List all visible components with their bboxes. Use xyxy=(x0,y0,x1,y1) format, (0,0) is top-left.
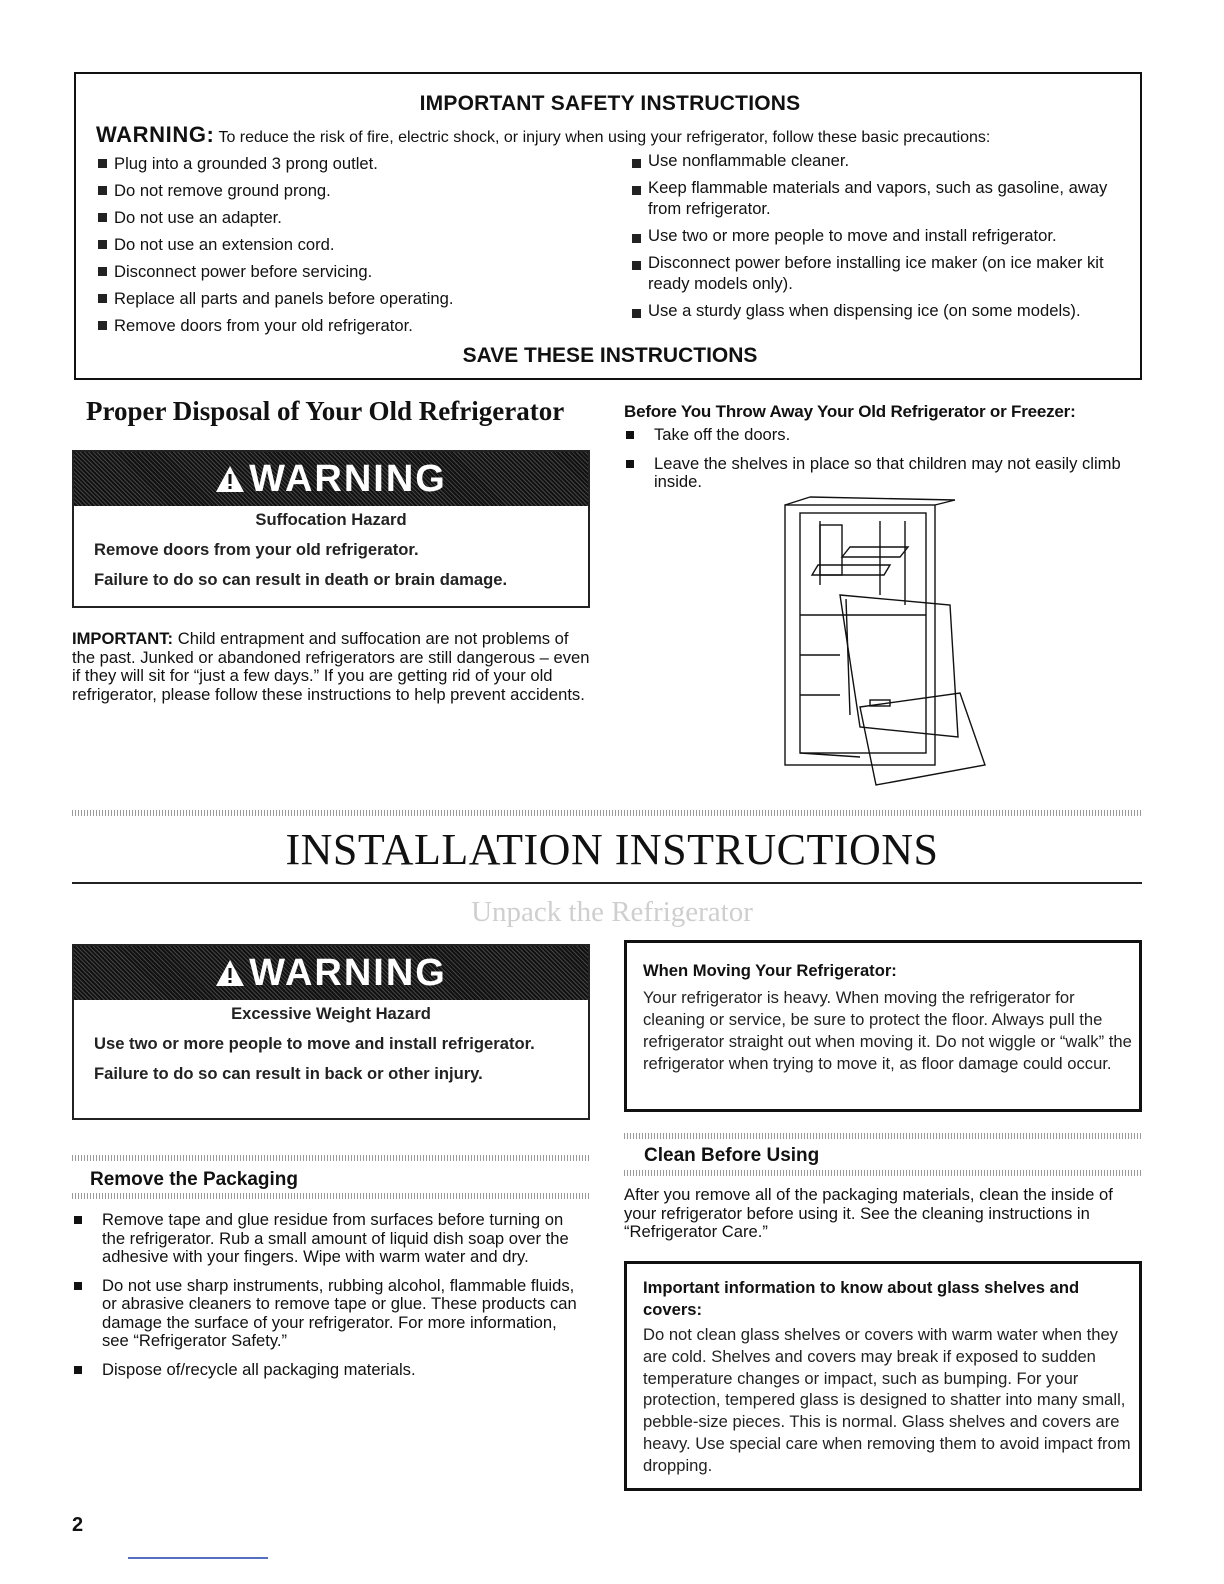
section-divider xyxy=(624,1133,1142,1139)
list-item: Plug into a grounded 3 prong outlet. xyxy=(96,150,616,177)
safety-instructions-box xyxy=(74,72,1142,380)
list-item: Dispose of/recycle all packaging materials. xyxy=(72,1361,582,1380)
warning-triangle-icon xyxy=(215,959,245,987)
warning-banner xyxy=(74,452,588,506)
section-divider xyxy=(624,1170,1142,1176)
list-item: Disconnect power before installing ice maker (on ice maker kit ready models only). xyxy=(630,252,1136,294)
glass-shelves-box xyxy=(624,1261,1142,1491)
list-item: Leave the shelves in place so that children may not easily climb inside. xyxy=(624,455,1124,492)
warning-banner-label: WARNING xyxy=(249,951,447,994)
list-item: Keep flammable materials and vapors, such as gasoline, away from refrigerator. xyxy=(630,177,1136,219)
unpack-subtitle: Unpack the Refrigerator xyxy=(471,896,753,928)
list-item: Do not use sharp instruments, rubbing alcohol, flammable fluids, or abrasive cleaners to remove tape or glue. These products can damage the surface of your refrigerator. For more information, see “Refrigerator Safety.” xyxy=(72,1277,582,1351)
list-item: Do not use an adapter. xyxy=(96,204,616,231)
list-item: Do not use an extension cord. xyxy=(96,231,616,258)
list-item: Use nonflammable cleaner. xyxy=(630,150,1136,171)
warning-instruction: Remove doors from your old refrigerator. xyxy=(94,540,419,559)
list-item: Remove doors from your old refrigerator. xyxy=(96,312,616,339)
clean-before-using-text: After you remove all of the packaging materials, clean the inside of your refrigerator before using it. See the cleaning instructions in “Refrigerator Care.” xyxy=(624,1185,1113,1241)
warning-consequence: Failure to do so can result in back or other injury. xyxy=(94,1064,483,1083)
safety-warning-line xyxy=(96,122,1136,148)
section-divider xyxy=(72,1193,590,1199)
warning-instruction: Use two or more people to move and install refrigerator. xyxy=(94,1034,535,1053)
clean-before-using-heading: Clean Before Using xyxy=(644,1145,820,1166)
warning-consequence: Failure to do so can result in death or brain damage. xyxy=(94,570,508,589)
list-item: Disconnect power before servicing. xyxy=(96,258,616,285)
disposal-title: Proper Disposal of Your Old Refrigerator xyxy=(86,396,565,426)
warning-label: WARNING: xyxy=(96,122,215,147)
glass-shelves-text: Do not clean glass shelves or covers with warm water when they are cold. Shelves and covers may break if exposed to sudden temperature changes or impact, such as bumping. For your protection, tempered glass is designed to shatter into many small, pebble-size pieces. This is normal. Glass shelves and covers are heavy. Use special care when removing them to avoid impact from dropping. xyxy=(643,1325,1131,1475)
moving-heading: When Moving Your Refrigerator: xyxy=(643,961,897,980)
warning-triangle-icon xyxy=(215,465,245,493)
refrigerator-doors-removed-illustration xyxy=(780,495,1000,795)
list-item: Take off the doors. xyxy=(624,426,1124,445)
list-item: Use two or more people to move and install refrigerator. xyxy=(630,225,1136,246)
suffocation-warning-box xyxy=(72,450,590,608)
installation-title: INSTALLATION INSTRUCTIONS xyxy=(285,825,939,874)
page-number: 2 xyxy=(72,1514,84,1536)
list-item: Do not remove ground prong. xyxy=(96,177,616,204)
important-label: IMPORTANT: xyxy=(72,629,174,648)
glass-shelves-heading: Important information to know about glass shelves and covers: xyxy=(643,1278,1080,1319)
before-throw-away-heading: Before You Throw Away Your Old Refrigerator or Freezer: xyxy=(624,402,1076,421)
section-divider xyxy=(72,810,1142,816)
safety-list-left xyxy=(96,150,616,339)
remove-packaging-list xyxy=(72,1211,582,1389)
list-item: Remove tape and glue residue from surfaces before turning on the refrigerator. Rub a small amount of liquid dish soap over the adhesive with your fingers. Wipe with warm water and dry. xyxy=(72,1211,582,1267)
warning-text: To reduce the risk of fire, electric shock, or injury when using your refrigerator, follow these basic precautions: xyxy=(218,129,991,146)
remove-packaging-heading: Remove the Packaging xyxy=(90,1169,299,1190)
important-text: Child entrapment and suffocation are not problems of the past. Junked or abandoned refrigerators are still dangerous – even if they will sit for “just a few days.” If you are getting rid of your old refrigerator, please follow these instructions to help prevent accidents. xyxy=(72,629,590,704)
moving-refrigerator-box xyxy=(624,940,1142,1112)
title-underline xyxy=(72,882,1142,884)
footer-line xyxy=(128,1557,268,1559)
section-divider xyxy=(72,1155,590,1161)
hazard-name: Suffocation Hazard xyxy=(255,510,407,529)
save-instructions-heading: SAVE THESE INSTRUCTIONS xyxy=(462,344,758,367)
weight-warning-box xyxy=(72,944,590,1120)
list-item: Use a sturdy glass when dispensing ice (on some models). xyxy=(630,300,1136,321)
warning-banner xyxy=(74,946,588,1000)
safety-title: IMPORTANT SAFETY INSTRUCTIONS xyxy=(419,92,801,115)
list-item: Replace all parts and panels before operating. xyxy=(96,285,616,312)
warning-banner-label: WARNING xyxy=(249,457,447,500)
before-throw-away-list xyxy=(624,426,1124,502)
moving-text: Your refrigerator is heavy. When moving the refrigerator for cleaning or service, be sure to protect the floor. Always pull the refrigerator straight out when moving it. Do not wiggle or “walk” the refrigerator when trying to move it, as floor damage could occur. xyxy=(643,988,1132,1073)
hazard-name: Excessive Weight Hazard xyxy=(231,1004,431,1023)
important-paragraph xyxy=(72,630,592,704)
safety-list-right xyxy=(630,150,1136,327)
